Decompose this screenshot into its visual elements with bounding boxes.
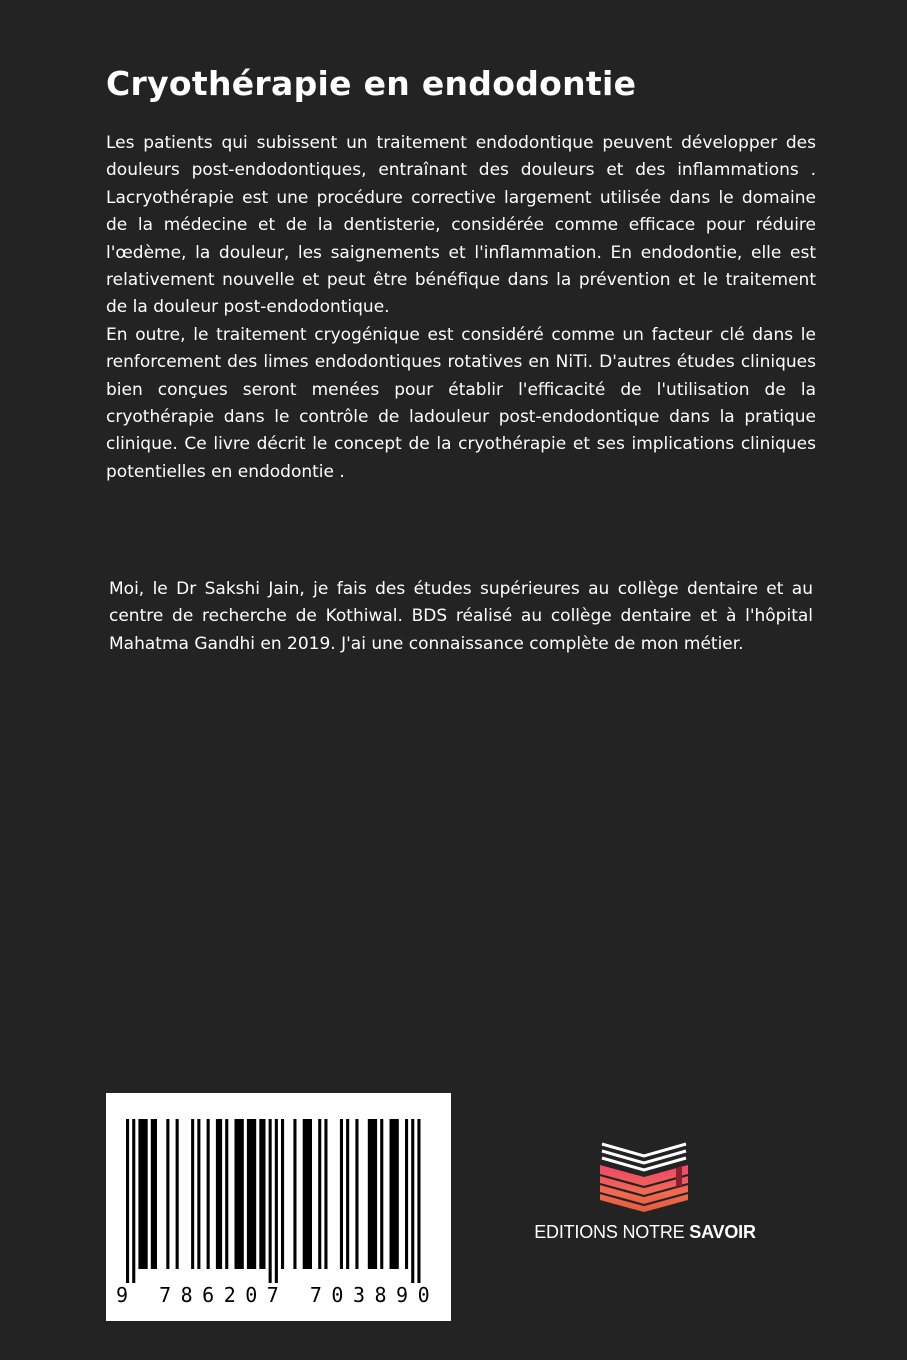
barcode-bar — [126, 1119, 129, 1283]
barcode-bar — [303, 1119, 312, 1269]
barcode-bar — [340, 1119, 343, 1269]
book-summary — [106, 130, 816, 486]
barcode-bar — [281, 1119, 284, 1269]
summary-paragraph-2: En outre, le traitement cryogénique est considéré comme un facteur clé dans le renforcement des limes endodontiques rotatives en NiTi. D'autres études cliniques bien conçues seront menées pour établir l'efficacité de l'utilisation de la cryothérapie dans le contrôle de ladouleur post-endodontique dans la pratique clinique. Ce livre décrit le concept de la cryothérapie et ses implications cliniques potentielles en endodontie . — [106, 324, 816, 482]
barcode-bar — [191, 1119, 194, 1269]
book-title: Cryothérapie en endodontie — [106, 64, 637, 103]
author-bio: Moi, le Dr Sakshi Jain, je fais des études supérieures au collège dentaire et au centre de recherche de Kothiwal. BDS réalisé au collège dentaire et à l'hôpital Mahatma Gandhi en 2019. J'ai une connaissance complète de mon métier. — [109, 579, 813, 654]
barcode-bar — [405, 1119, 408, 1269]
barcode-bar — [355, 1119, 358, 1269]
barcode-bar — [368, 1119, 377, 1269]
barcode-bar — [259, 1119, 265, 1269]
barcode-bar — [411, 1119, 414, 1283]
barcode-bar — [132, 1119, 135, 1283]
barcode-bar — [166, 1119, 169, 1269]
barcode-bar — [151, 1119, 157, 1269]
barcode-bar — [293, 1119, 296, 1269]
barcode-bar — [390, 1119, 399, 1269]
isbn-number: 9 786207 703890 — [116, 1283, 440, 1307]
barcode-bars — [106, 1093, 451, 1283]
barcode-bar — [318, 1119, 321, 1269]
barcode-bar — [247, 1119, 256, 1269]
barcode-bar — [197, 1119, 200, 1269]
publisher-name-bold: SAVOIR — [689, 1222, 756, 1242]
barcode-bar — [324, 1119, 327, 1269]
barcode-bar — [346, 1119, 349, 1269]
open-book-icon — [596, 1138, 692, 1214]
barcode-bar — [269, 1119, 272, 1283]
publisher-name-prefix: EDITIONS NOTRE — [534, 1222, 685, 1242]
barcode-bar — [176, 1119, 179, 1269]
publisher-logo — [530, 1138, 760, 1248]
barcode-bar — [225, 1119, 228, 1269]
barcode-bar — [216, 1119, 222, 1269]
summary-paragraph-1: Les patients qui subissent un traitement endodontique peuvent développer des douleurs post-endodontiques, entraînant des douleurs et des inflammations . Lacryothérapie est une procédure corrective largement utilisée dans le domaine de la médecine et de la dentisterie, considérée comme efficace pour réduire l'œdème, la douleur, les saignements et l'inflammation. En endodontie, elle est relativement nouvelle et peut être bénéfique dans la prévention et le traitement de la douleur post-endodontique. — [106, 133, 816, 318]
barcode-bar — [380, 1119, 383, 1269]
barcode-bar — [417, 1119, 420, 1283]
publisher-name — [530, 1222, 760, 1243]
barcode-bar — [235, 1119, 244, 1269]
barcode-bar — [138, 1119, 147, 1269]
isbn-barcode — [106, 1093, 451, 1321]
barcode-bar — [207, 1119, 210, 1269]
barcode-bar — [275, 1119, 278, 1283]
